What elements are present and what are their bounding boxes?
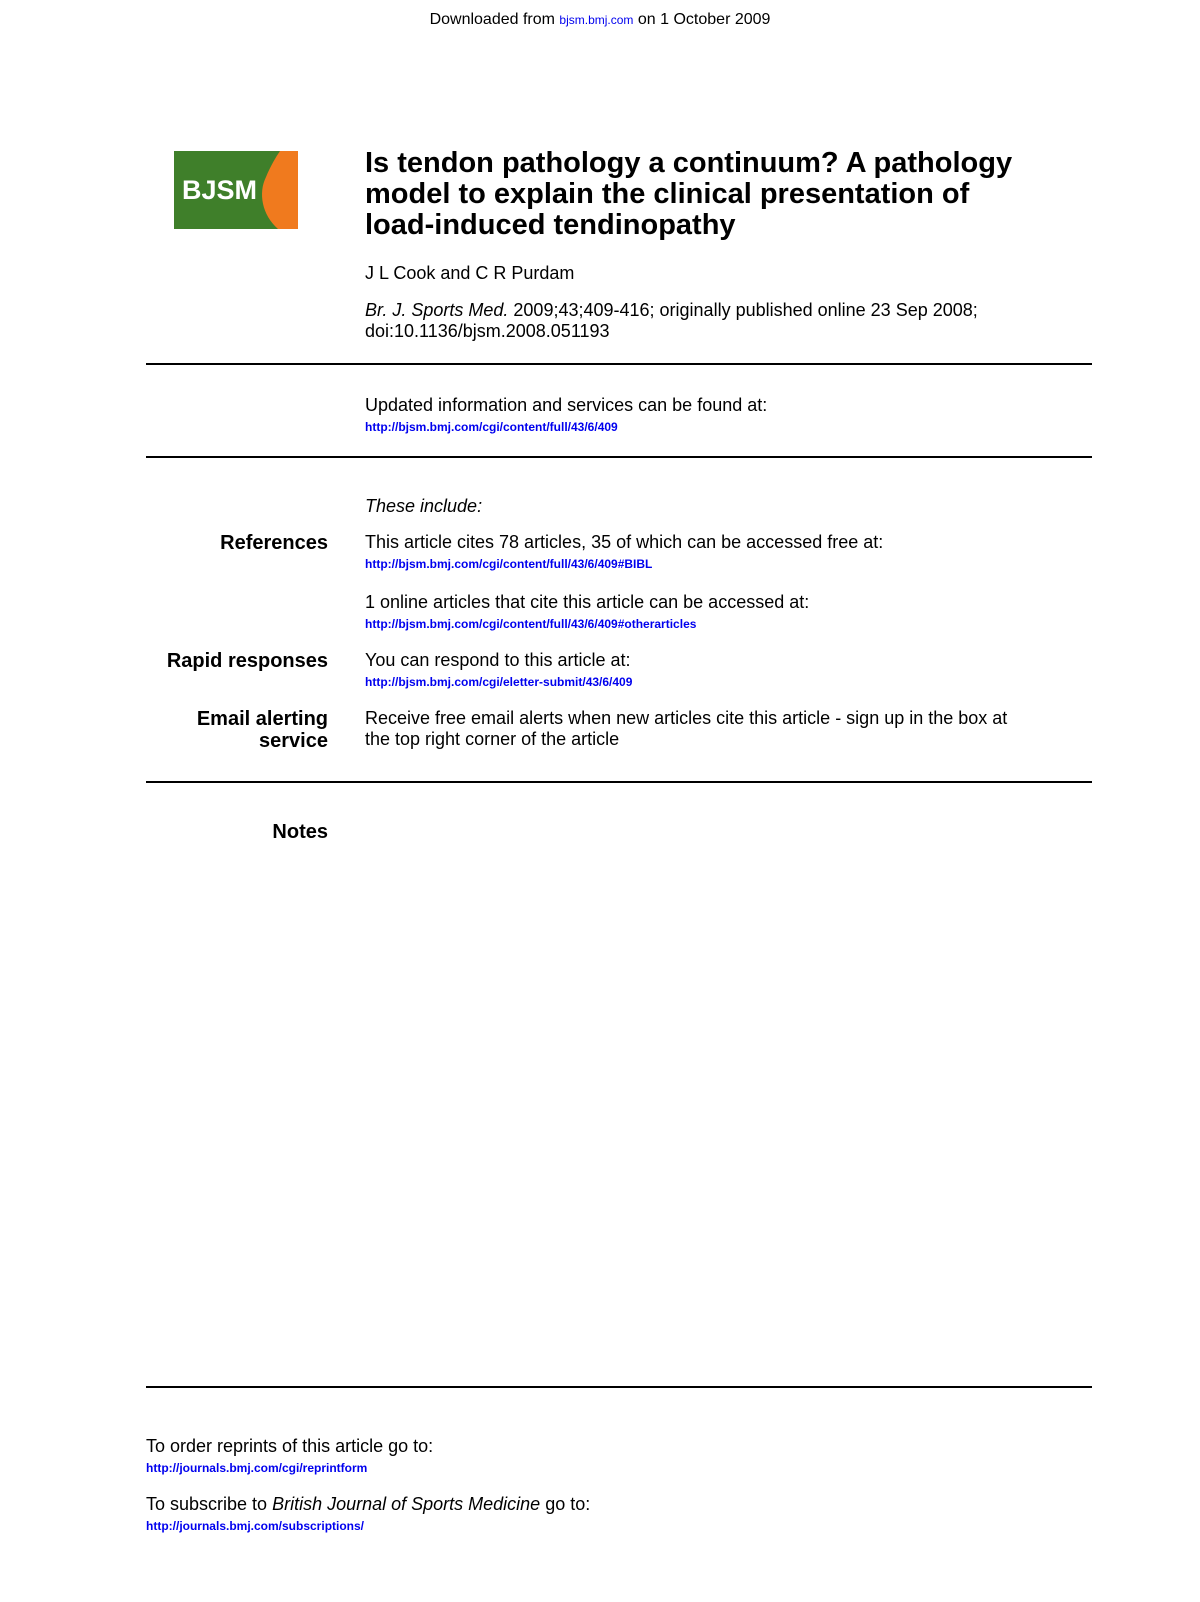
reprints-link[interactable]: http://journals.bmj.com/cgi/reprintform [146, 1461, 368, 1475]
rapid-responses-link[interactable]: http://bjsm.bmj.com/cgi/eletter-submit/43/6/409 [365, 675, 633, 689]
rapid-responses-label: Rapid responses [166, 650, 328, 672]
site-link[interactable]: bjsm.bmj.com [559, 13, 634, 27]
title-line-3: load-induced tendinopathy [365, 209, 736, 241]
divider-middle [146, 456, 1092, 458]
divider-top [146, 363, 1092, 365]
references-text: This article cites 78 articles, 35 of which can be accessed free at: [365, 532, 884, 552]
divider-lower [146, 781, 1092, 783]
email-alerting-text-line-1: Receive free email alerts when new articles cite this article - sign up in the box at [365, 708, 1008, 728]
cited-by-text: 1 online articles that cite this article can be accessed at: [365, 592, 810, 612]
title-line-1: Is tendon pathology a continuum? A pathology [365, 147, 1013, 179]
email-alerting-label [197, 708, 328, 752]
bjsm-logo-graphic [174, 151, 298, 229]
rapid-responses-text: You can respond to this article at: [365, 650, 631, 670]
includes-intro: These include: [365, 496, 483, 516]
article-citation [365, 300, 978, 342]
references-link[interactable]: http://bjsm.bmj.com/cgi/content/full/43/6/409#BIBL [365, 557, 653, 571]
divider-footer [146, 1386, 1092, 1388]
downloaded-prefix: Downloaded from [429, 11, 555, 28]
article-authors: J L Cook and C R Purdam [365, 263, 575, 283]
article-doi: doi:10.1136/bjsm.2008.051193 [365, 321, 610, 341]
journal-abbrev: Br. J. Sports Med. [365, 300, 509, 320]
download-date: on 1 October 2009 [637, 11, 771, 28]
notes-label: Notes [272, 821, 328, 843]
reprints-text: To order reprints of this article go to: [146, 1436, 434, 1456]
logo-text: BJSM [182, 175, 258, 205]
subscribe-suffix: go to: [545, 1494, 591, 1514]
email-alerting-text [365, 708, 1007, 750]
citation-details: 2009;43;409-416; originally published online 23 Sep 2008; [513, 300, 978, 320]
title-line-2: model to explain the clinical presentation of [365, 178, 970, 210]
subscribe-text [146, 1494, 590, 1515]
cited-by-link[interactable]: http://bjsm.bmj.com/cgi/content/full/43/6/409#otherarticles [365, 617, 697, 631]
updated-info-text: Updated information and services can be found at: [365, 395, 768, 415]
email-alerting-label-line-2: service [259, 730, 328, 752]
subscribe-link[interactable]: http://journals.bmj.com/subscriptions/ [146, 1519, 365, 1533]
subscribe-prefix: To subscribe to [146, 1494, 268, 1514]
email-alerting-text-line-2: the top right corner of the article [365, 729, 620, 749]
references-label: References [220, 532, 328, 554]
download-line [0, 10, 1200, 30]
email-alerting-label-line-1: Email alerting [196, 708, 328, 730]
updated-info-link[interactable]: http://bjsm.bmj.com/cgi/content/full/43/6/409 [365, 420, 618, 434]
bjsm-logo [174, 151, 298, 229]
article-title [365, 148, 1085, 241]
subscribe-journal: British Journal of Sports Medicine [272, 1494, 541, 1514]
